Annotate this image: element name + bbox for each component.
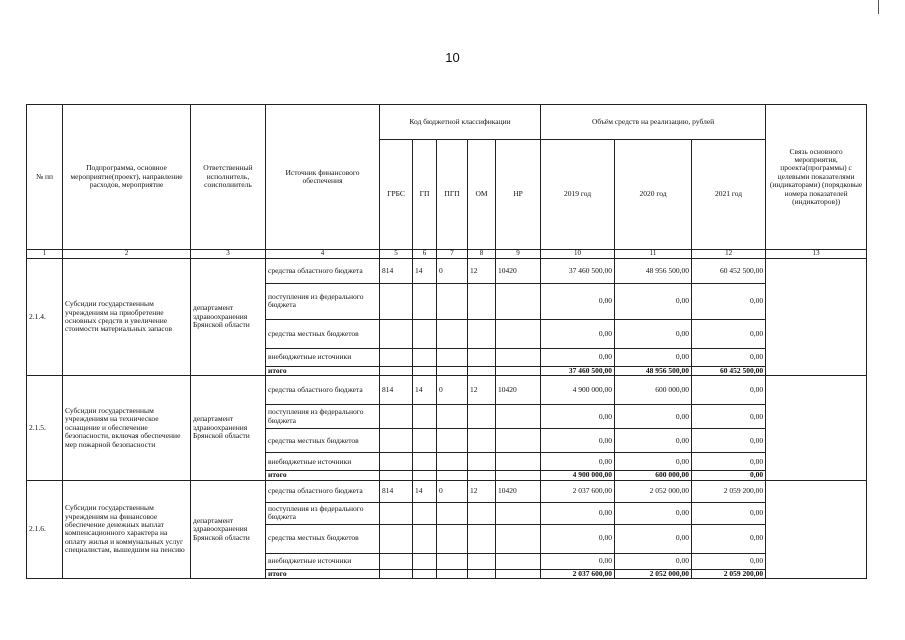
- amount-2020-cell: 0,00: [615, 453, 692, 471]
- amount-2019-cell: 2 037 600,00: [541, 480, 615, 502]
- source-cell: внебюджетные источники: [266, 348, 380, 366]
- pgp-cell: 0: [437, 258, 468, 283]
- amount-2021-cell: 0,00: [692, 429, 766, 453]
- gp-cell: [413, 429, 437, 453]
- column-number: 10: [541, 250, 615, 259]
- amount-2021-cell: 0,00: [692, 283, 766, 319]
- header-amount: Объём средств на реализацию, рублей: [541, 105, 766, 140]
- source-cell: средства областного бюджета: [266, 480, 380, 502]
- header-npp: № пп: [27, 105, 63, 250]
- column-number: 2: [63, 250, 191, 259]
- amount-2021-cell: 0,00: [692, 319, 766, 348]
- source-cell: средства местных бюджетов: [266, 319, 380, 348]
- header-nr: НР: [496, 140, 541, 250]
- om-cell: [468, 405, 496, 429]
- amount-2019-cell: 0,00: [541, 553, 615, 569]
- nr-cell: [496, 405, 541, 429]
- source-cell: поступления из федерального бюджета: [266, 405, 380, 429]
- item-number: 2.1.6.: [27, 480, 63, 578]
- source-cell: поступления из федерального бюджета: [266, 502, 380, 524]
- amount-2021-cell: 0,00: [692, 405, 766, 429]
- gp-cell: [413, 502, 437, 524]
- nr-cell: [496, 283, 541, 319]
- nr-cell: [496, 319, 541, 348]
- source-cell: средства областного бюджета: [266, 258, 380, 283]
- amount-2021-cell: 0,00: [692, 502, 766, 524]
- header-om: ОМ: [468, 140, 496, 250]
- om-cell: [468, 553, 496, 569]
- column-number: 7: [437, 250, 468, 259]
- gp-cell: [413, 524, 437, 553]
- grbs-cell: 814: [380, 376, 413, 405]
- amount-2020-cell: 0,00: [615, 348, 692, 366]
- om-cell: [468, 453, 496, 471]
- om-cell: [468, 283, 496, 319]
- amount-2019-cell: 0,00: [541, 502, 615, 524]
- source-cell: внебюджетные источники: [266, 553, 380, 569]
- amount-2020-cell: 0,00: [615, 283, 692, 319]
- source-cell: поступления из федерального бюджета: [266, 283, 380, 319]
- grbs-cell: [380, 405, 413, 429]
- om-cell: [468, 524, 496, 553]
- amount-2020-cell: 0,00: [615, 502, 692, 524]
- header-2019: 2019 год: [541, 140, 615, 250]
- amount-2021-cell: 2 059 200,00: [692, 480, 766, 502]
- om-cell: 12: [468, 480, 496, 502]
- item-number: 2.1.5.: [27, 376, 63, 480]
- header-pgp: ПГП: [437, 140, 468, 250]
- item-name: Субсидии государственным учреждениям на приобретение основных средств и увеличение стоимости материальных запасов: [63, 258, 191, 375]
- amount-2020-cell: 0,00: [615, 524, 692, 553]
- grbs-cell: [380, 429, 413, 453]
- header-2020: 2020 год: [615, 140, 692, 250]
- grbs-cell: 814: [380, 258, 413, 283]
- nr-cell: [496, 348, 541, 366]
- nr-cell: [496, 453, 541, 471]
- pgp-cell: [437, 348, 468, 366]
- header-gp: ГП: [413, 140, 437, 250]
- gp-cell: [413, 319, 437, 348]
- total-2019: 4 900 000,00: [541, 471, 615, 480]
- om-cell: [468, 429, 496, 453]
- grbs-cell: [380, 319, 413, 348]
- pgp-cell: [437, 319, 468, 348]
- column-number: 9: [496, 250, 541, 259]
- scan-edge-mark: [878, 0, 879, 14]
- header-budget-code: Код бюджетной классификации: [380, 105, 541, 140]
- amount-2021-cell: 0,00: [692, 524, 766, 553]
- amount-2019-cell: 0,00: [541, 429, 615, 453]
- nr-cell: [496, 524, 541, 553]
- page-number: 10: [445, 50, 460, 65]
- amount-2019-cell: 0,00: [541, 348, 615, 366]
- pgp-cell: [437, 502, 468, 524]
- grbs-cell: [380, 502, 413, 524]
- header-link: Связь основного мероприятия, проекта(программы) с целевыми показателями (индикаторами) (порядковые номера показателей (индикаторов)): [766, 105, 867, 250]
- amount-2019-cell: 0,00: [541, 283, 615, 319]
- grbs-cell: [380, 524, 413, 553]
- nr-cell: 10420: [496, 480, 541, 502]
- nr-cell: 10420: [496, 258, 541, 283]
- column-number: 4: [266, 250, 380, 259]
- column-number: 1: [27, 250, 63, 259]
- nr-cell: [496, 502, 541, 524]
- amount-2020-cell: 0,00: [615, 429, 692, 453]
- item-executor: департамент здравоохранения Брянской области: [191, 376, 266, 480]
- amount-2021-cell: 60 452 500,00: [692, 258, 766, 283]
- amount-2019-cell: 0,00: [541, 319, 615, 348]
- om-cell: [468, 319, 496, 348]
- item-number: 2.1.4.: [27, 258, 63, 375]
- indicator-link-cell: [766, 376, 867, 480]
- amount-2021-cell: 0,00: [692, 376, 766, 405]
- pgp-cell: [437, 553, 468, 569]
- grbs-cell: [380, 553, 413, 569]
- column-number: 8: [468, 250, 496, 259]
- column-number: 6: [413, 250, 437, 259]
- amount-2019-cell: 0,00: [541, 524, 615, 553]
- om-cell: 12: [468, 376, 496, 405]
- header-source: Источник финансового обеспечения: [266, 105, 380, 250]
- pgp-cell: 0: [437, 480, 468, 502]
- total-2020: 600 000,00: [615, 471, 692, 480]
- column-number: 5: [380, 250, 413, 259]
- indicator-link-cell: [766, 258, 867, 375]
- amount-2021-cell: 0,00: [692, 348, 766, 366]
- pgp-cell: [437, 453, 468, 471]
- om-cell: [468, 348, 496, 366]
- pgp-cell: 0: [437, 376, 468, 405]
- pgp-cell: [437, 405, 468, 429]
- item-name: Субсидии государственным учреждениям на финансовое обеспечение денежных выплат компенсационного характера на оплату жилья и коммунальных услуг специалистам, вышедшим на пенсию: [63, 480, 191, 578]
- amount-2019-cell: 37 460 500,00: [541, 258, 615, 283]
- total-2021: 0,00: [692, 471, 766, 480]
- pgp-cell: [437, 283, 468, 319]
- grbs-cell: [380, 348, 413, 366]
- source-cell: внебюджетные источники: [266, 453, 380, 471]
- item-executor: департамент здравоохранения Брянской области: [191, 480, 266, 578]
- amount-2021-cell: 0,00: [692, 553, 766, 569]
- amount-2020-cell: 48 956 500,00: [615, 258, 692, 283]
- amount-2019-cell: 4 900 000,00: [541, 376, 615, 405]
- amount-2020-cell: 0,00: [615, 319, 692, 348]
- nr-cell: [496, 553, 541, 569]
- header-2021: 2021 год: [692, 140, 766, 250]
- nr-cell: 10420: [496, 376, 541, 405]
- amount-2020-cell: 0,00: [615, 553, 692, 569]
- amount-2019-cell: 0,00: [541, 453, 615, 471]
- gp-cell: [413, 348, 437, 366]
- grbs-cell: 814: [380, 480, 413, 502]
- om-cell: 12: [468, 258, 496, 283]
- total-2021: 2 059 200,00: [692, 569, 766, 578]
- header-subprogram: Подпрограмма, основное мероприятие(проект), направление расходов, мероприятие: [63, 105, 191, 250]
- column-number: 13: [766, 250, 867, 259]
- amount-2020-cell: 2 052 000,00: [615, 480, 692, 502]
- column-number: 12: [692, 250, 766, 259]
- gp-cell: 14: [413, 480, 437, 502]
- total-2021: 60 452 500,00: [692, 366, 766, 375]
- header-grbs: ГРБС: [380, 140, 413, 250]
- amount-2020-cell: 600 000,00: [615, 376, 692, 405]
- source-cell: средства областного бюджета: [266, 376, 380, 405]
- grbs-cell: [380, 453, 413, 471]
- gp-cell: [413, 453, 437, 471]
- source-cell: средства местных бюджетов: [266, 429, 380, 453]
- total-label: итого: [266, 366, 380, 375]
- amount-2020-cell: 0,00: [615, 405, 692, 429]
- total-2020: 48 956 500,00: [615, 366, 692, 375]
- gp-cell: [413, 283, 437, 319]
- column-number: 3: [191, 250, 266, 259]
- gp-cell: [413, 553, 437, 569]
- total-2020: 2 052 000,00: [615, 569, 692, 578]
- gp-cell: [413, 405, 437, 429]
- budget-table: [26, 104, 867, 579]
- item-name: Субсидии государственным учреждениям на техническое оснащение и обеспечение безопасности, включая обеспечение мер пожарной безопасности: [63, 376, 191, 480]
- grbs-cell: [380, 283, 413, 319]
- total-label: итого: [266, 471, 380, 480]
- item-executor: департамент здравоохранения Брянской области: [191, 258, 266, 375]
- total-2019: 2 037 600,00: [541, 569, 615, 578]
- nr-cell: [496, 429, 541, 453]
- indicator-link-cell: [766, 480, 867, 578]
- pgp-cell: [437, 429, 468, 453]
- total-label: итого: [266, 569, 380, 578]
- total-2019: 37 460 500,00: [541, 366, 615, 375]
- pgp-cell: [437, 524, 468, 553]
- amount-2019-cell: 0,00: [541, 405, 615, 429]
- header-executor: Ответственный исполнитель, соисполнитель: [191, 105, 266, 250]
- gp-cell: 14: [413, 376, 437, 405]
- source-cell: средства местных бюджетов: [266, 524, 380, 553]
- column-number: 11: [615, 250, 692, 259]
- gp-cell: 14: [413, 258, 437, 283]
- amount-2021-cell: 0,00: [692, 453, 766, 471]
- om-cell: [468, 502, 496, 524]
